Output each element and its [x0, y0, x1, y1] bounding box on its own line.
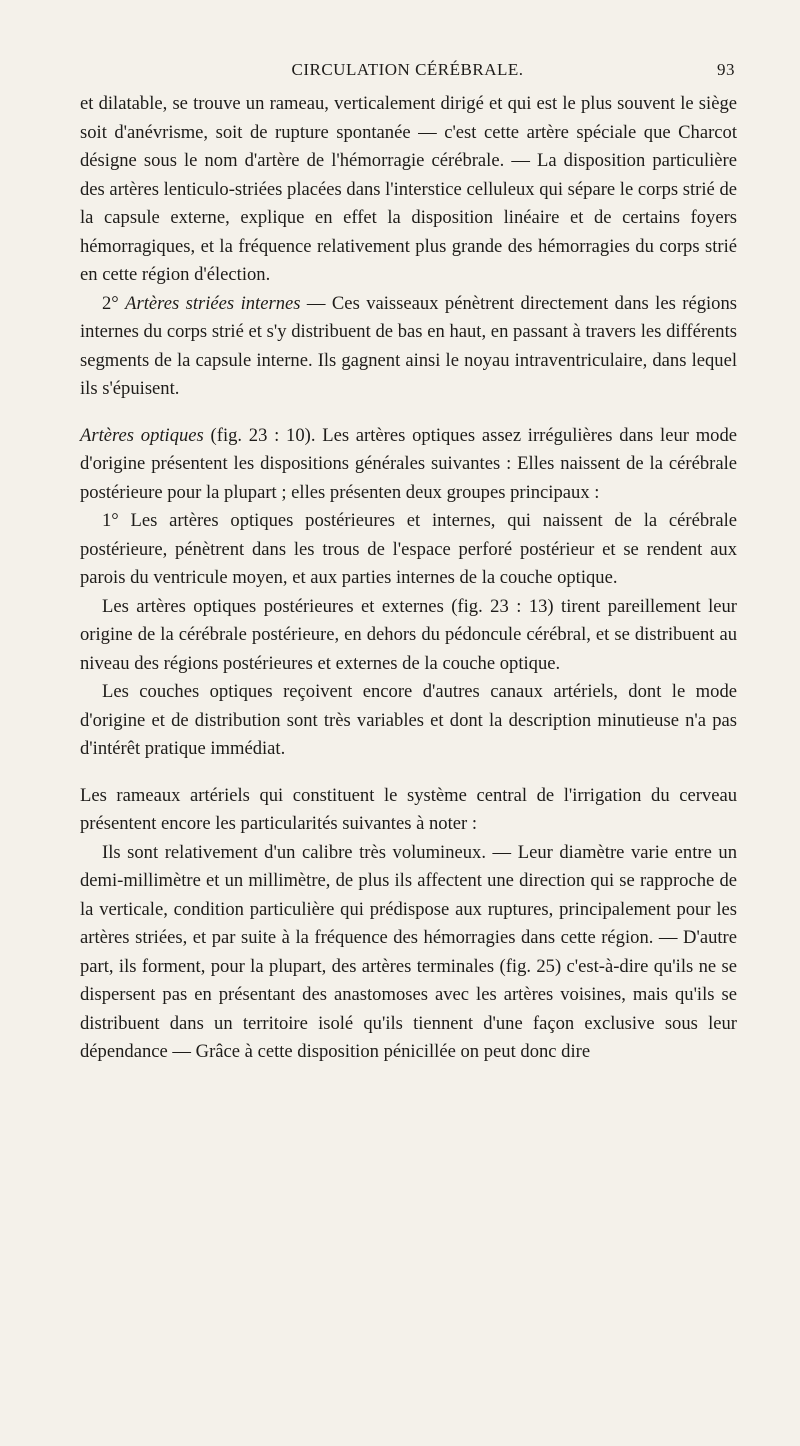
body-text	[80, 90, 737, 1067]
page-number: 93	[717, 60, 735, 79]
paragraph-calibre: Ils sont relativement d'un calibre très volumineux. — Leur diamètre varie entre un demi-millimètre et un millimètre, de plus ils affectent une direction qui se rapproche de la verticale, condition particulière qui prédispose aux ruptures, principalement pour les artères striées, et par suite à la fréquence des hémorragies dans cette région. — D'autre part, ils forment, pour la plupart, des artères terminales (fig. 25) c'est-à-dire qu'ils ne se dispersent pas en présentant des anastomoses avec les artères voisines, mais qu'ils se distribuent dans un territoire isolé qu'ils tiennent d'une façon exclusive sous leur dépendance — Grâce à cette disposition pénicillée on peut donc dire	[80, 841, 737, 1062]
paragraph-rameaux-arteriels: Les rameaux artériels qui constituent le système central de l'irrigation du cerveau présentent encore les particularités suivantes à noter :	[80, 784, 737, 834]
paragraph-arteres-optiques: Artères optiques (fig. 23 : 10). Les artères optiques assez irrégulières dans leur mode d'origine présentent les dispositions générales suivantes : Elles naissent de la cérébrale postérieure pour la plupart ; elles présenten deux groupes principaux :	[80, 424, 737, 503]
paragraph-optiques-posterieures-externes: Les artères optiques postérieures et externes (fig. 23 : 13) tirent pareillement leur origine de la cérébrale postérieure, en dehors du pédoncule cérébral, et se distribuent au niveau des régions postérieures et externes de la couche optique.	[80, 595, 737, 674]
running-title: CIRCULATION CÉRÉBRALE.	[291, 60, 524, 79]
paragraph-optiques-posterieures-internes: 1° Les artères optiques postérieures et internes, qui naissent de la cérébrale postérieure, pénètrent dans les trous de l'espace perforé postérieur et se rendent aux parois du ventricule moyen, et aux parties internes de la couche optique.	[80, 510, 737, 588]
paragraph-lead: 2°	[102, 292, 126, 314]
section-heading-arteres-striees-internes: Artères striées internes	[125, 292, 301, 314]
paragraph-lenticulo-striees: et dilatable, se trouve un rameau, verticalement dirigé et qui est le plus souvent le siège soit d'anévrisme, soit de rupture spontanée — c'est cette artère spéciale que Charcot désigne sous le nom d'artère de l'hémorragie cérébrale. — La disposition particulière des artères lenticulo-striées placées dans l'interstice celluleux qui sépare le corps strié de la capsule externe, explique en effet la disposition linéaire et de certains foyers hémorragiques, et la fréquence relativement plus grande des hémorragies du corps strié en cette région d'élection.	[80, 93, 737, 285]
paragraph-autres-canaux: Les couches optiques reçoivent encore d'autres canaux artériels, dont le mode d'origine et de distribution sont très variables et dont la description minutieuse n'a pas d'intérêt pratique immédiat.	[80, 681, 737, 759]
section-heading-arteres-optiques: Artères optiques	[80, 424, 204, 446]
page-header	[80, 60, 735, 86]
paragraph-arteres-striees-internes: 2° Artères striées internes — Ces vaisseaux pénètrent directement dans les régions internes du corps strié et s'y distribuent de bas en haut, en passant à travers les différents segments de la capsule interne. Ils gagnent ainsi le noyau intraventriculaire, dans lequel ils s'épuisent.	[80, 292, 737, 399]
